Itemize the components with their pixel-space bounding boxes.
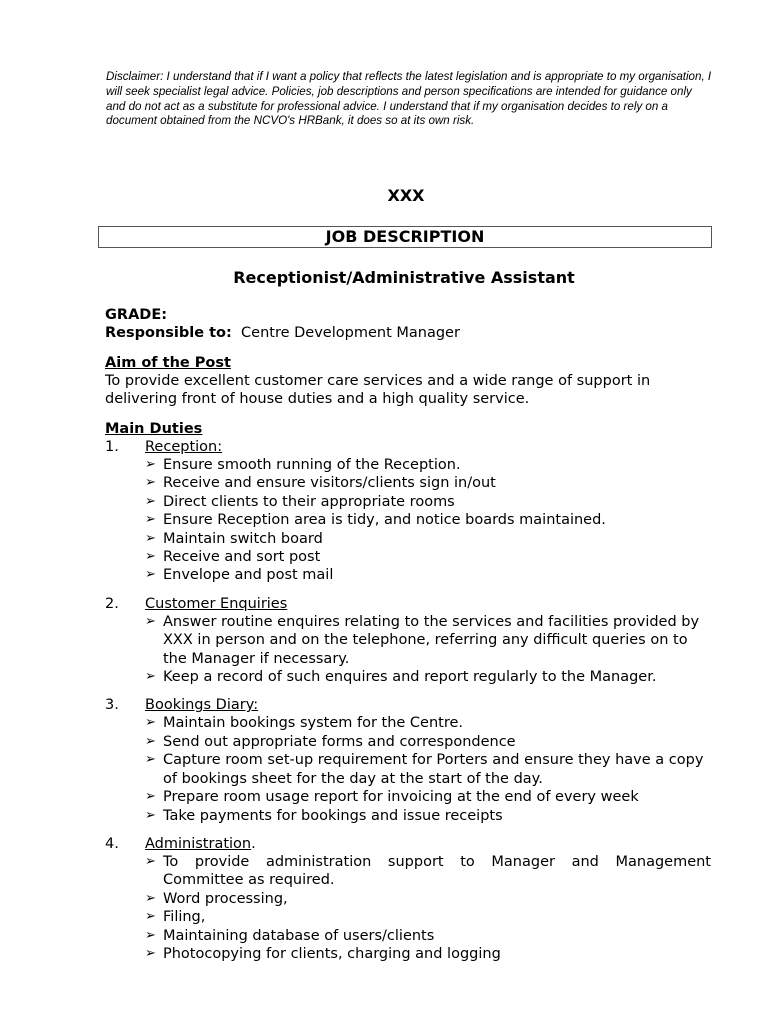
- document-heading: JOB DESCRIPTION: [325, 227, 485, 246]
- document-heading-box: [98, 226, 712, 248]
- arrowhead-bullet-icon: ➢: [145, 733, 156, 749]
- section-title-suffix: .: [251, 835, 256, 852]
- section-number: 3.: [105, 697, 119, 714]
- arrowhead-bullet-icon: ➢: [145, 909, 156, 925]
- list-item: ➢ Photocopying for clients, charging and logging: [145, 945, 501, 962]
- grade-label: GRADE:: [105, 307, 168, 323]
- aim-text: To provide excellent customer care services and a wide range of support in delivering front of house duties and a high quality service.: [105, 373, 651, 407]
- list-item: ➢ Receive and sort post: [145, 549, 321, 566]
- arrowhead-bullet-icon: ➢: [145, 493, 156, 509]
- main-duties-heading: Main Duties: [105, 421, 203, 437]
- duty-section-customer-enquiries: [105, 595, 711, 687]
- list-item: ➢ Direct clients to their appropriate rooms: [145, 493, 455, 510]
- list-item: ➢ To provide administration support to Manager and Management Committee as required.: [145, 853, 711, 889]
- section-title: Bookings Diary:: [145, 697, 259, 714]
- list-item: ➢ Maintain switch board: [145, 530, 323, 547]
- arrowhead-bullet-icon: ➢: [145, 927, 156, 943]
- section-title: Reception:: [145, 439, 223, 455]
- arrowhead-bullet-icon: ➢: [145, 715, 156, 731]
- responsible-to-line: [105, 324, 711, 342]
- section-number: 1.: [105, 439, 119, 455]
- arrowhead-bullet-icon: ➢: [145, 752, 156, 768]
- list-item: ➢ Receive and ensure visitors/clients sign in/out: [145, 475, 496, 492]
- list-item: ➢ Maintaining database of users/clients: [145, 927, 435, 944]
- aim-heading: Aim of the Post: [105, 355, 231, 371]
- arrowhead-bullet-icon: ➢: [145, 457, 156, 472]
- arrowhead-bullet-icon: ➢: [145, 853, 156, 869]
- arrowhead-bullet-icon: ➢: [145, 669, 156, 685]
- arrowhead-bullet-icon: ➢: [145, 890, 156, 906]
- list-item: ➢ Prepare room usage report for invoicing at the end of every week: [145, 789, 639, 806]
- section-number: 4.: [105, 835, 119, 852]
- organisation-name: XXX: [387, 186, 425, 205]
- arrowhead-bullet-icon: ➢: [145, 613, 156, 629]
- section-title: Administration: [145, 835, 252, 852]
- list-item: ➢ Envelope and post mail: [145, 567, 334, 584]
- list-item: ➢ Maintain bookings system for the Centre.: [145, 715, 464, 732]
- disclaimer-text: Disclaimer: I understand that if I want a policy that reflects the latest legislation and is appropriate to my organisation, I will seek specialist legal advice. Policies, job descriptions and person specifications are intended for guidance only and do not act as a substitute for professional advice. I understand that if my organisation decides to rely on a document obtained from the NCVO's HRBank, it does so at its own risk.: [106, 70, 712, 128]
- list-item: ➢ Capture room set-up requirement for Porters and ensure they have a copy of bookings sheet for the day at the start of the day.: [145, 752, 704, 787]
- arrowhead-bullet-icon: ➢: [145, 530, 156, 546]
- arrowhead-bullet-icon: ➢: [145, 567, 156, 583]
- list-item: ➢ Take payments for bookings and issue receipts: [145, 807, 503, 824]
- responsible-to-label: Responsible to:: [105, 325, 232, 341]
- list-item: ➢ Keep a record of such enquires and report regularly to the Manager.: [145, 669, 657, 686]
- responsible-to-value: Centre Development Manager: [241, 325, 460, 341]
- arrowhead-bullet-icon: ➢: [145, 549, 156, 565]
- duty-section-reception: [105, 438, 711, 585]
- list-item: ➢ Send out appropriate forms and correspondence: [145, 733, 516, 750]
- section-number: 2.: [105, 595, 119, 612]
- arrowhead-bullet-icon: ➢: [145, 512, 156, 528]
- duty-section-administration: [105, 835, 711, 963]
- job-description-body: [105, 306, 711, 963]
- list-item: ➢ Word processing,: [145, 890, 288, 907]
- duty-section-bookings-diary: [105, 696, 711, 824]
- job-title: Receptionist/Administrative Assistant: [233, 268, 575, 287]
- list-item: ➢ Ensure smooth running of the Reception.: [145, 457, 461, 473]
- arrowhead-bullet-icon: ➢: [145, 789, 156, 805]
- arrowhead-bullet-icon: ➢: [145, 807, 156, 823]
- list-item: ➢ Filing,: [145, 909, 206, 926]
- arrowhead-bullet-icon: ➢: [145, 945, 156, 961]
- arrowhead-bullet-icon: ➢: [145, 475, 156, 491]
- list-item: ➢ Ensure Reception area is tidy, and notice boards maintained.: [145, 512, 606, 529]
- section-title: Customer Enquiries: [145, 595, 288, 612]
- list-item: ➢ Answer routine enquires relating to the services and facilities provided by XXX in person and on the telephone, referring any difficult queries on to the Manager if necessary.: [145, 613, 700, 667]
